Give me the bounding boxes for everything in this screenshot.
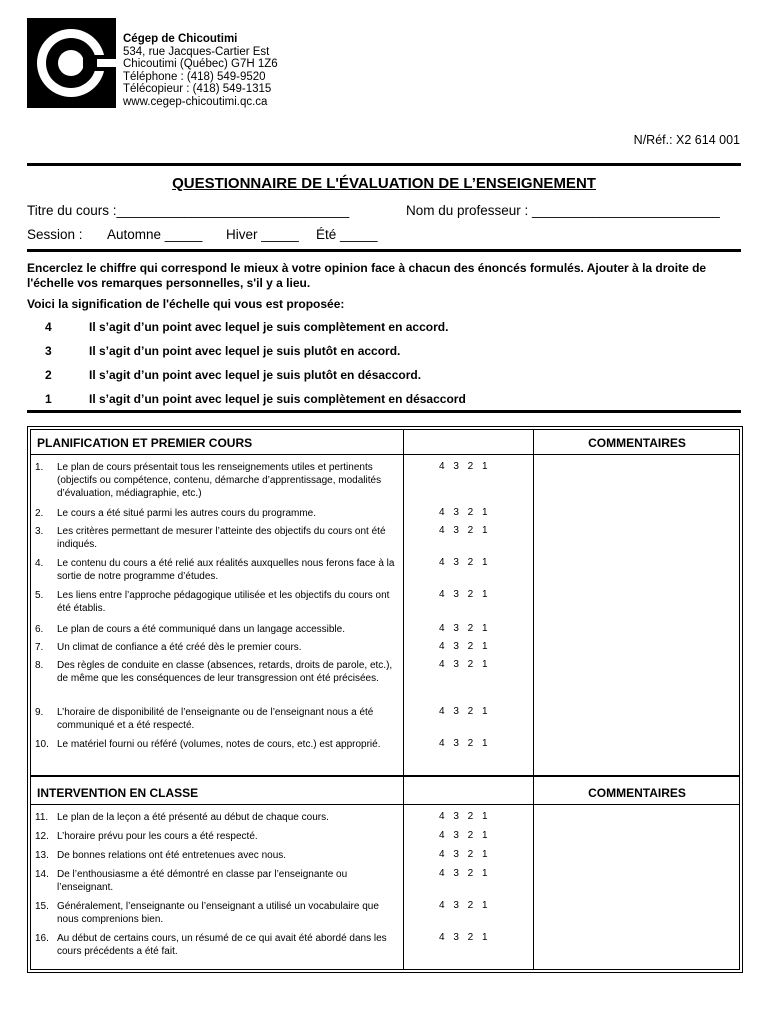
website-line: www.cegep-chicoutimi.qc.ca — [123, 95, 268, 108]
college-address — [123, 33, 278, 109]
row-divider — [31, 454, 739, 455]
professor-name-field[interactable]: Nom du professeur : _________________________ — [406, 203, 720, 218]
section-title: PLANIFICATION ET PREMIER COURS — [37, 436, 253, 450]
rating-scale[interactable]: 4 3 2 1 — [439, 706, 489, 717]
rating-scale[interactable]: 4 3 2 1 — [439, 830, 489, 841]
address-line: Chicoutimi (Québec) G7H 1Z6 — [123, 58, 278, 71]
address-line: 534, rue Jacques-Cartier Est — [123, 45, 270, 58]
column-divider — [533, 430, 534, 969]
rating-scale[interactable]: 4 3 2 1 — [439, 900, 489, 911]
rating-scale[interactable]: 4 3 2 1 — [439, 641, 489, 652]
scale-item: 4 Il s’agit d’un point avec lequel je suis complètement en accord. — [45, 320, 449, 334]
comments-header: COMMENTAIRES — [588, 786, 686, 800]
scale-item: 3 Il s’agit d’un point avec lequel je suis plutôt en accord. — [45, 344, 401, 358]
question-item: 5. Les liens entre l’approche pédagogique utilisée et les objectifs du cours ont été établis. — [35, 590, 390, 614]
reference-number: N/Réf.: X2 614 001 — [633, 133, 740, 147]
question-item: 14. De l’enthousiasme a été démontré en classe par l’enseignante ou l’enseignant. — [35, 869, 348, 893]
college-name: Cégep de Chicoutimi — [123, 33, 238, 45]
question-item: 12. L’horaire prévu pour les cours a été respecté. — [35, 831, 258, 842]
question-item: 3. Les critères permettant de mesurer l’atteinte des objectifs du cours ont été indiqués. — [35, 526, 386, 550]
fax-line: Télécopieur : (418) 549-1315 — [123, 83, 272, 96]
question-item: 11. Le plan de la leçon a été présenté au début de chaque cours. — [35, 812, 329, 823]
question-item: 16. Au début de certains cours, un résumé de ce qui avait été abordé dans les cours précédents a été fait. — [35, 933, 387, 957]
course-title-field[interactable]: Titre du cours :_______________________________ — [27, 203, 350, 218]
questionnaire-table — [27, 426, 743, 973]
scale-item: 1 Il s’agit d’un point avec lequel je suis complètement en désaccord — [45, 392, 466, 406]
scale-item: 2 Il s’agit d’un point avec lequel je suis plutôt en désaccord. — [45, 368, 422, 382]
rating-scale[interactable]: 4 3 2 1 — [439, 589, 489, 600]
form-title: QUESTIONNAIRE DE L'ÉVALUATION DE L’ENSEIGNEMENT — [172, 175, 596, 192]
column-divider — [403, 430, 404, 969]
rating-scale[interactable]: 4 3 2 1 — [439, 623, 489, 634]
rating-scale[interactable]: 4 3 2 1 — [439, 659, 489, 670]
rating-scale[interactable]: 4 3 2 1 — [439, 738, 489, 749]
question-item: 1. Le plan de cours présentait tous les renseignements utiles et pertinents (objectifs ou compétence, contenu, démarche d’apprentissage, modalités d’évaluation, médiagraphie, etc.) — [35, 462, 382, 499]
comments-header: COMMENTAIRES — [588, 436, 686, 450]
instructions-text: Encerclez le chiffre qui correspond le mieux à votre opinion face à chacun des énoncés formulés. Ajouter à la droite de l'échelle vos remarques personnelles, s'il y a lieu. — [27, 261, 707, 290]
session-label: Session : — [27, 227, 83, 242]
section-divider — [31, 775, 739, 777]
scale-intro: Voici la signification de l'échelle qui vous est proposée: — [27, 297, 345, 311]
session-summer-field[interactable]: Été _____ — [316, 227, 378, 242]
question-item: 6. Le plan de cours a été communiqué dans un langage accessible. — [35, 624, 345, 635]
question-item: 2. Le cours a été situé parmi les autres cours du programme. — [35, 508, 317, 519]
question-item: 4. Le contenu du cours a été relié aux réalités auxquelles nous ferons face à la sortie de notre programme d’études. — [35, 558, 395, 582]
rating-scale[interactable]: 4 3 2 1 — [439, 868, 489, 879]
question-item: 8. Des règles de conduite en classe (absences, retards, droits de parole, etc.), de même que les conséquences de leur transgression ont été précisées. — [35, 660, 393, 684]
rating-scale[interactable]: 4 3 2 1 — [439, 507, 489, 518]
top-divider — [27, 163, 741, 166]
question-item: 9. L’horaire de disponibilité de l’enseignante ou de l’enseignant nous a été communiqué et a été respecté. — [35, 707, 374, 731]
rating-scale[interactable]: 4 3 2 1 — [439, 932, 489, 943]
rating-scale[interactable]: 4 3 2 1 — [439, 557, 489, 568]
session-winter-field[interactable]: Hiver _____ — [226, 227, 299, 242]
rating-scale[interactable]: 4 3 2 1 — [439, 461, 489, 472]
table-divider — [27, 410, 741, 413]
question-item: 15. Généralement, l’enseignante ou l’enseignant a utilisé un vocabulaire que nous comprenions bien. — [35, 901, 379, 925]
row-divider — [31, 804, 739, 805]
rating-scale[interactable]: 4 3 2 1 — [439, 811, 489, 822]
instructions-divider — [27, 249, 741, 252]
question-item: 10. Le matériel fourni ou référé (volumes, notes de cours, etc.) est approprié. — [35, 739, 381, 750]
question-item: 13. De bonnes relations ont été entretenues avec nous. — [35, 850, 287, 861]
cegep-logo — [27, 18, 116, 108]
rating-scale[interactable]: 4 3 2 1 — [439, 525, 489, 536]
session-autumn-field[interactable]: Automne _____ — [107, 227, 203, 242]
phone-line: Téléphone : (418) 549-9520 — [123, 70, 266, 83]
question-item: 7. Un climat de confiance a été créé dès le premier cours. — [35, 642, 302, 653]
rating-scale[interactable]: 4 3 2 1 — [439, 849, 489, 860]
section-title: INTERVENTION EN CLASSE — [37, 786, 199, 800]
